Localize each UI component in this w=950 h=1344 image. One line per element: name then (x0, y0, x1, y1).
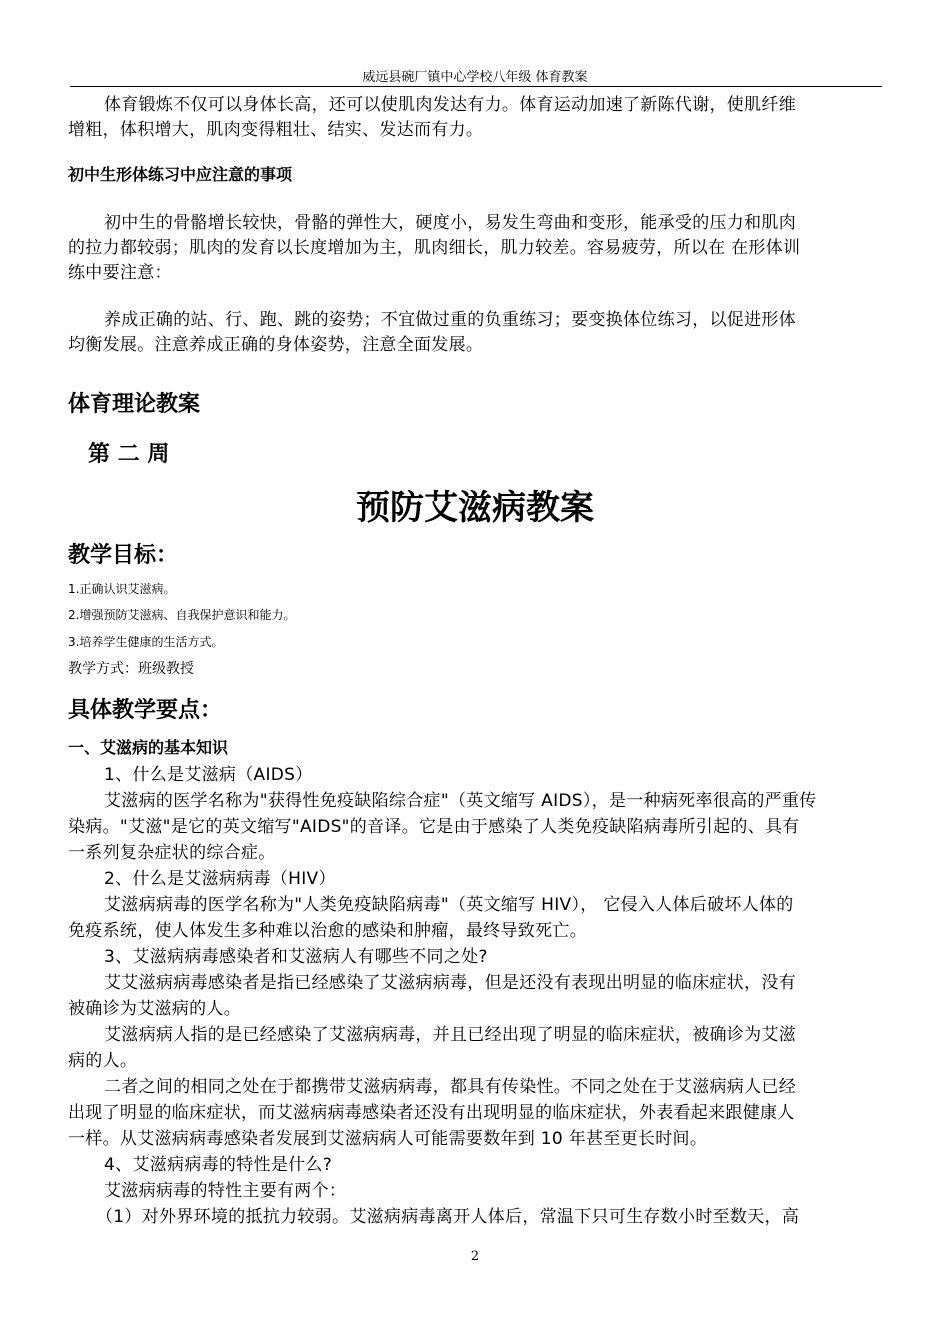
paragraph-line: 艾滋病病人指的是已经感染了艾滋病病毒，并且已经出现了明显的临床症状，被确诊为艾滋 (104, 1025, 796, 1045)
header-divider (70, 86, 882, 87)
paragraph-line: 病的人。 (68, 1051, 138, 1071)
paragraph-line: 养成正确的站、行、跑、跳的姿势；不宜做过重的负重练习；要变换体位练习，以促进形体 (104, 310, 796, 330)
paragraph-line: 一样。从艾滋病病毒感染者发展到艾滋病病人可能需要数年到 10 年甚至更长时间。 (68, 1129, 708, 1149)
question-line: 4、艾滋病病毒的特性是什么? (104, 1155, 333, 1175)
paragraph-line: 免疫系统，使人体发生多种难以治愈的感染和肿瘤，最终导致死亡。 (68, 921, 587, 941)
section-subheading: 初中生形体练习中应注意的事项 (68, 165, 293, 184)
week-label: 第 二 周 (88, 442, 170, 467)
objective-item: 1.正确认识艾滋病。 (68, 582, 176, 596)
paragraph-line: 被确诊为艾滋病的人。 (68, 999, 241, 1019)
paragraph-line: 染病。"艾滋"是它的英文缩写"AIDS"的音译。它是由于感染了人类免疫缺陷病毒所引起的、具有 (68, 817, 800, 837)
question-line: 3、艾滋病病毒感染者和艾滋病人有哪些不同之处? (104, 947, 488, 967)
paragraph-line: 增粗，体积增大，肌肉变得粗壮、结实、发达而有力。 (68, 120, 484, 140)
objectives-heading: 教学目标： (68, 543, 179, 568)
page-title: 预防艾滋病教案 (356, 488, 594, 528)
paragraph-line: 的拉力都较弱；肌肉的发育以长度增加为主，肌肉细长，肌力较差。容易疲劳，所以在 在形体训 (68, 238, 801, 258)
paragraph-line: 艾滋病的医学名称为"获得性免疫缺陷综合症"（英文缩写 AIDS），是一种病死率很高的严重传 (104, 791, 817, 811)
section-title: 体育理论教案 (68, 392, 201, 417)
paragraph-line: 艾滋病病毒的特性主要有两个： (104, 1181, 347, 1201)
paragraph-line: 二者之间的相同之处在于都携带艾滋病病毒，都具有传染性。不同之处在于艾滋病病人已经 (104, 1077, 796, 1097)
objective-item: 3.培养学生健康的生活方式。 (68, 635, 224, 649)
paragraph-line: 均衡发展。注意养成正确的身体姿势，注意全面发展。 (68, 335, 484, 355)
page-header: 威远县碗厂镇中心学校八年级 体育教案 (362, 70, 588, 85)
paragraph-line: 出现了明显的临床症状，而艾滋病病毒感染者还没有出现明显的临床症状，外表看起来跟健康人 (68, 1103, 795, 1123)
teaching-method: 教学方式：班级教授 (68, 661, 194, 677)
question-line: 1、什么是艾滋病（AIDS） (104, 765, 313, 785)
page-number: 2 (470, 1249, 480, 1264)
paragraph-line: （1）对外界环境的抵抗力较弱。艾滋病病毒离开人体后，常温下只可生存数小时至数天，高 (96, 1207, 800, 1227)
paragraph-line: 艾滋病病毒的医学名称为"人类免疫缺陷病毒"（英文缩写 HIV）， 它侵入人体后破坏人体的 (104, 895, 794, 915)
points-heading: 具体教学要点： (68, 698, 223, 723)
paragraph-line: 一系列复杂症状的综合症。 (68, 843, 276, 863)
objective-item: 2.增强预防艾滋病、自我保护意识和能力。 (68, 608, 296, 622)
paragraph-line: 体育锻炼不仅可以身体长高，还可以使肌肉发达有力。体育运动加速了新陈代谢，使肌纤维 (104, 95, 796, 115)
part-heading: 一、艾滋病的基本知识 (68, 738, 229, 757)
paragraph-line: 艾艾滋病病毒感染者是指已经感染了艾滋病病毒，但是还没有表现出明显的临床症状，没有 (104, 973, 796, 993)
paragraph-line: 练中要注意： (68, 263, 172, 283)
question-line: 2、什么是艾滋病病毒（HIV） (104, 869, 336, 889)
paragraph-line: 初中生的骨骼增长较快，骨骼的弹性大，硬度小，易发生弯曲和变形，能承受的压力和肌肉 (104, 213, 796, 233)
